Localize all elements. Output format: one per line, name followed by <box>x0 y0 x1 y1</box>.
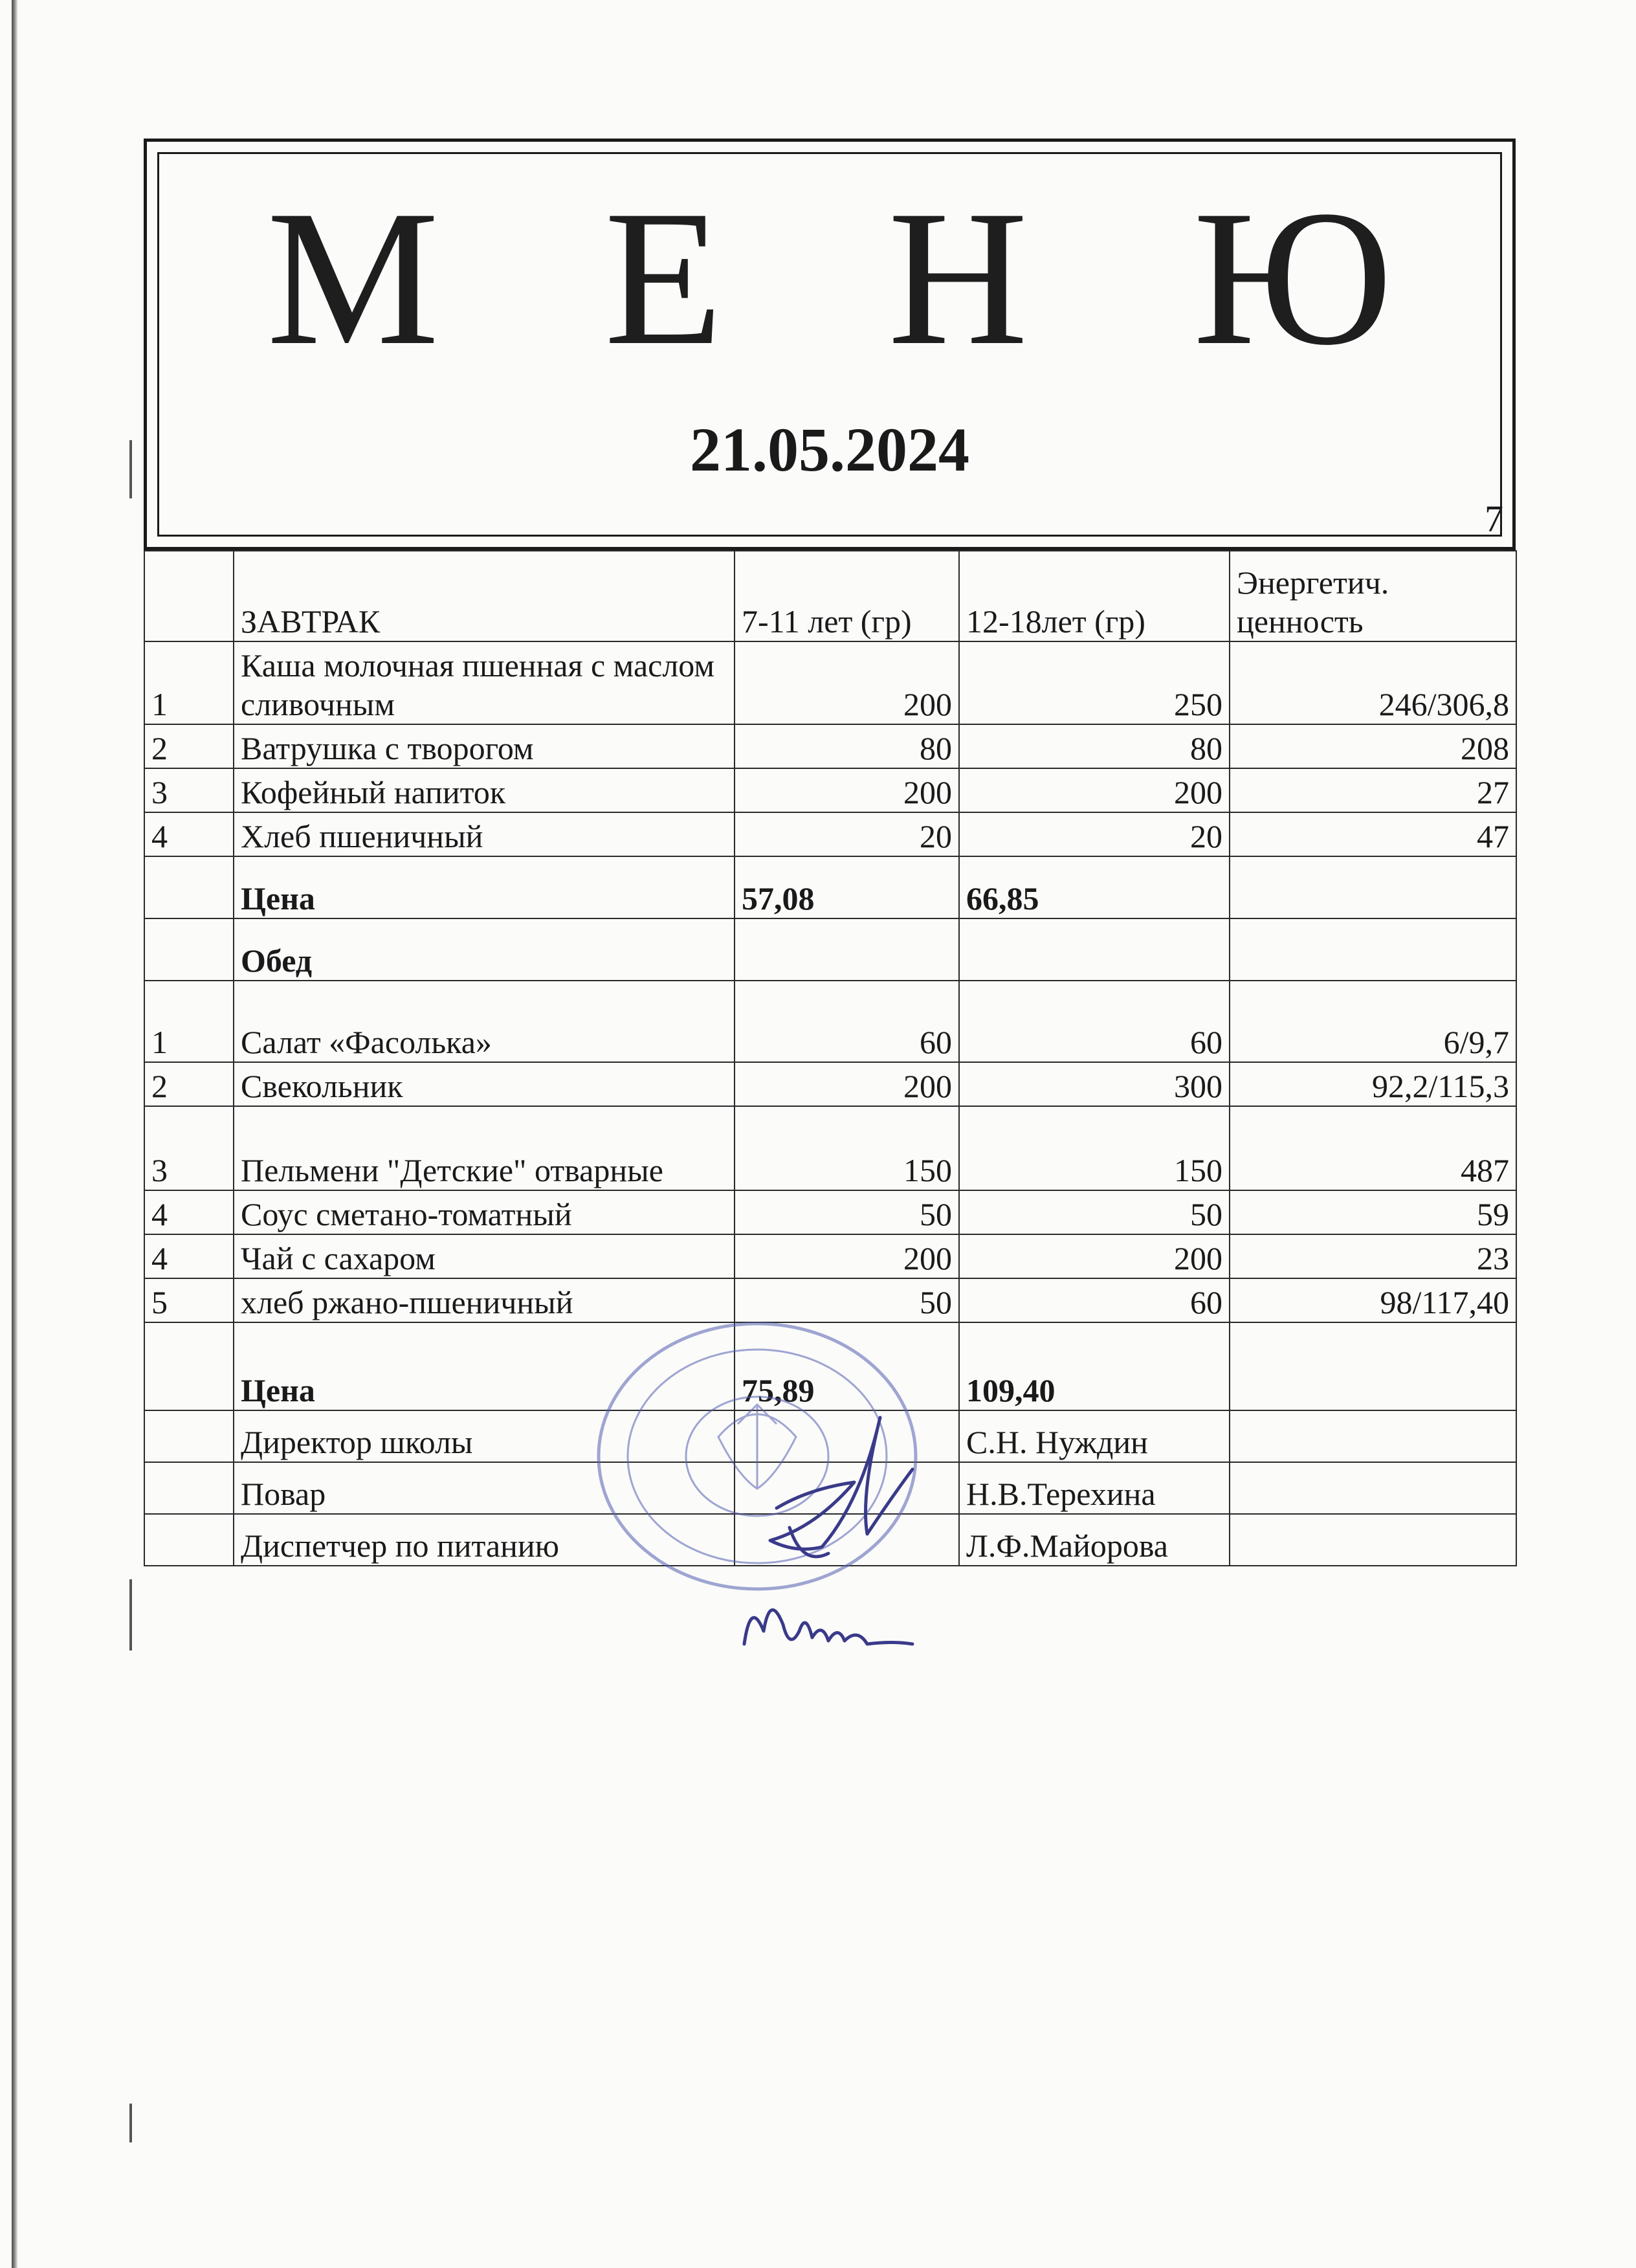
portion-12-18: 50 <box>959 1190 1230 1234</box>
breakfast-price-7-11: 57,08 <box>735 856 959 918</box>
dish-name: Соус сметано-томатный <box>234 1190 735 1234</box>
dish-name: Чай с сахаром <box>234 1234 735 1278</box>
portion-12-18: 80 <box>959 724 1230 768</box>
portion-12-18: 200 <box>959 1234 1230 1278</box>
row-number: 3 <box>144 768 234 812</box>
breakfast-price-12-18: 66,85 <box>959 856 1230 918</box>
breakfast-label: ЗАВТРАК <box>234 551 735 641</box>
portion-7-11: 50 <box>735 1190 959 1234</box>
dish-name: Каша молочная пшенная с маслом сливочным <box>234 641 735 724</box>
scan-mark <box>129 2104 132 2142</box>
portion-12-18: 250 <box>959 641 1230 724</box>
lunch-label: Обед <box>234 918 735 981</box>
signature-person: Л.Ф.Майорова <box>959 1514 1230 1566</box>
energy-value: 246/306,8 <box>1230 641 1516 724</box>
dish-name: Кофейный напиток <box>234 768 735 812</box>
portion-12-18: 300 <box>959 1062 1230 1106</box>
portion-7-11: 200 <box>735 1234 959 1278</box>
portion-12-18: 60 <box>959 981 1230 1062</box>
portion-12-18: 60 <box>959 1278 1230 1322</box>
page-number: 7 <box>1485 498 1503 540</box>
energy-value: 27 <box>1230 768 1516 812</box>
empty-cell <box>1230 1322 1516 1410</box>
empty-cell <box>144 1462 234 1514</box>
price-label: Цена <box>234 856 735 918</box>
energy-value: 92,2/115,3 <box>1230 1062 1516 1106</box>
lunch-price-7-11: 75,89 <box>735 1322 959 1410</box>
dish-name: Хлеб пшеничный <box>234 812 735 856</box>
table-row <box>144 1062 1516 1106</box>
signature-role: Повар <box>234 1462 735 1514</box>
portion-7-11: 50 <box>735 1278 959 1322</box>
scan-mark <box>129 440 132 498</box>
table-row <box>144 1190 1516 1234</box>
portion-7-11: 20 <box>735 812 959 856</box>
dish-name: Салат «Фасолька» <box>234 981 735 1062</box>
signature-row <box>144 1410 1516 1462</box>
energy-value: 487 <box>1230 1106 1516 1190</box>
signature-person: С.Н. Нуждин <box>959 1410 1230 1462</box>
empty-cell <box>735 1462 959 1514</box>
empty-cell <box>144 1514 234 1566</box>
breakfast-price-row <box>144 856 1516 918</box>
energy-value: 59 <box>1230 1190 1516 1234</box>
num-header-cell <box>144 551 234 641</box>
energy-value: 98/117,40 <box>1230 1278 1516 1322</box>
empty-cell <box>144 1322 234 1410</box>
signature-person: Н.В.Терехина <box>959 1462 1230 1514</box>
age-7-11-header: 7-11 лет (гр) <box>735 551 959 641</box>
table-row <box>144 768 1516 812</box>
portion-7-11: 200 <box>735 641 959 724</box>
row-number: 1 <box>144 641 234 724</box>
portion-7-11: 200 <box>735 768 959 812</box>
scan-edge-shadow <box>12 0 18 2268</box>
dish-name: хлеб ржано-пшеничный <box>234 1278 735 1322</box>
table-row <box>144 812 1516 856</box>
price-label: Цена <box>234 1322 735 1410</box>
empty-cell <box>959 918 1230 981</box>
empty-cell <box>735 1514 959 1566</box>
empty-cell <box>1230 1462 1516 1514</box>
signature-row <box>144 1514 1516 1566</box>
empty-cell <box>1230 856 1516 918</box>
energy-header: Энергетич. ценность <box>1230 551 1516 641</box>
row-number: 2 <box>144 1062 234 1106</box>
portion-7-11: 200 <box>735 1062 959 1106</box>
breakfast-header-row <box>144 551 1516 641</box>
portion-7-11: 80 <box>735 724 959 768</box>
signature-row <box>144 1462 1516 1514</box>
row-number: 4 <box>144 1234 234 1278</box>
scan-mark <box>129 1579 132 1651</box>
row-number: 1 <box>144 981 234 1062</box>
portion-12-18: 200 <box>959 768 1230 812</box>
empty-cell <box>144 1410 234 1462</box>
empty-cell <box>144 918 234 981</box>
dish-name: Ватрушка с творогом <box>234 724 735 768</box>
energy-value: 23 <box>1230 1234 1516 1278</box>
portion-12-18: 20 <box>959 812 1230 856</box>
empty-cell <box>735 1410 959 1462</box>
dish-name: Пельмени "Детские" отварные <box>234 1106 735 1190</box>
lunch-header-row <box>144 918 1516 981</box>
portion-12-18: 150 <box>959 1106 1230 1190</box>
row-number: 4 <box>144 812 234 856</box>
energy-value: 47 <box>1230 812 1516 856</box>
empty-cell <box>1230 1514 1516 1566</box>
portion-7-11: 60 <box>735 981 959 1062</box>
row-number: 5 <box>144 1278 234 1322</box>
energy-value: 6/9,7 <box>1230 981 1516 1062</box>
table-row <box>144 724 1516 768</box>
portion-7-11: 150 <box>735 1106 959 1190</box>
energy-value: 208 <box>1230 724 1516 768</box>
age-12-18-header: 12-18лет (гр) <box>959 551 1230 641</box>
menu-date: 21.05.2024 <box>690 415 969 484</box>
menu-header-box <box>144 139 1516 550</box>
signature-role: Директор школы <box>234 1410 735 1462</box>
table-row <box>144 1234 1516 1278</box>
empty-cell <box>1230 918 1516 981</box>
row-number: 3 <box>144 1106 234 1190</box>
signature-role: Диспетчер по питанию <box>234 1514 735 1566</box>
empty-cell <box>1230 1410 1516 1462</box>
row-number: 4 <box>144 1190 234 1234</box>
table-row <box>144 981 1516 1062</box>
table-row <box>144 641 1516 724</box>
row-number: 2 <box>144 724 234 768</box>
menu-title: М Е Н Ю <box>267 170 1451 385</box>
table-row <box>144 1278 1516 1322</box>
table-row <box>144 1106 1516 1190</box>
empty-cell <box>144 856 234 918</box>
dish-name: Свекольник <box>234 1062 735 1106</box>
lunch-price-12-18: 109,40 <box>959 1322 1230 1410</box>
menu-table <box>144 550 1517 1566</box>
lunch-price-row <box>144 1322 1516 1410</box>
empty-cell <box>735 918 959 981</box>
